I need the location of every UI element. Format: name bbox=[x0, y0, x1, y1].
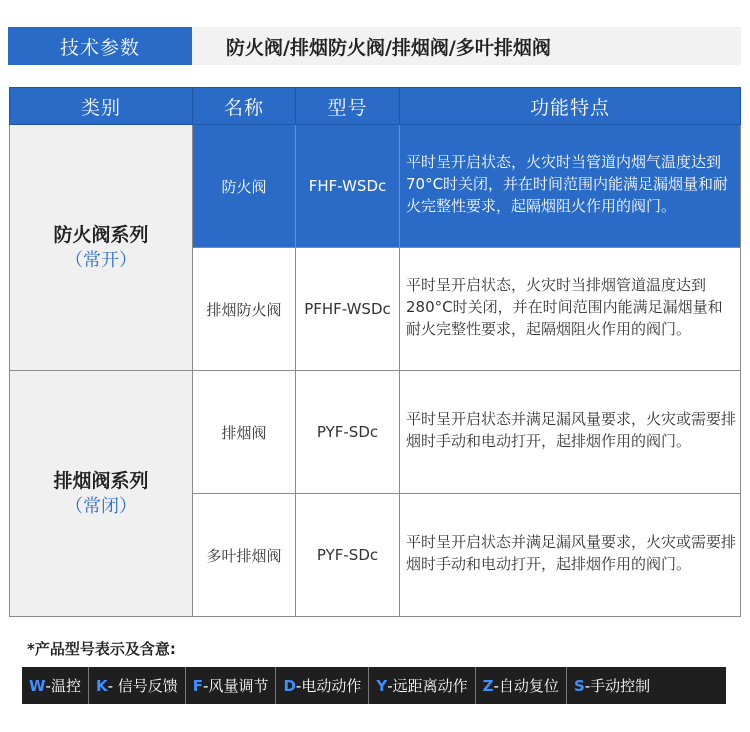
category-state: （常开） bbox=[65, 249, 137, 271]
legend-text: - 信号反馈 bbox=[107, 677, 178, 695]
column-header-name: 名称 bbox=[193, 88, 296, 125]
product-name: 多叶排烟阀 bbox=[193, 494, 296, 617]
header-title: 防火阀/排烟防火阀/排烟阀/多叶排烟阀 bbox=[226, 36, 551, 59]
product-name: 防火阀 bbox=[193, 125, 296, 248]
product-description: 平时呈开启状态，火灾时当管道内烟气温度达到70°C时关闭，并在时间范围内能满足漏烟量和耐火完整性要求，起隔烟阻火作用的阀门。 bbox=[400, 125, 741, 248]
legend-text: -温控 bbox=[45, 677, 81, 695]
category-cell bbox=[10, 125, 193, 371]
product-description: 平时呈开启状态并满足漏风量要求，火灾或需要排烟时手动和电动打开，起排烟作用的阀门。 bbox=[400, 494, 741, 617]
legend-item bbox=[185, 667, 276, 704]
product-model: PFHF-WSDc bbox=[296, 248, 400, 371]
legend-letter: Y bbox=[376, 676, 388, 695]
column-header-features: 功能特点 bbox=[400, 88, 741, 125]
legend-text: -手动控制 bbox=[584, 677, 651, 695]
legend-text: -电动动作 bbox=[295, 677, 362, 695]
model-legend bbox=[22, 667, 726, 704]
legend-letter: F bbox=[192, 676, 204, 695]
product-model: PYF-SDc bbox=[296, 371, 400, 494]
table-row bbox=[10, 125, 741, 248]
category-state: （常闭） bbox=[65, 495, 137, 517]
product-name: 排烟阀 bbox=[193, 371, 296, 494]
product-model: PYF-SDc bbox=[296, 494, 400, 617]
legend-letter: S bbox=[573, 676, 585, 695]
product-description: 平时呈开启状态，火灾时当排烟管道温度达到280°C时关闭，并在时间范围内能满足漏烟量和耐火完整性要求，起隔烟阻火作用的阀门。 bbox=[400, 248, 741, 371]
column-header-category: 类别 bbox=[10, 88, 193, 125]
legend-letter: D bbox=[283, 676, 296, 695]
legend-item bbox=[566, 667, 657, 704]
legend-letter: W bbox=[29, 676, 46, 695]
column-header-model: 型号 bbox=[296, 88, 400, 125]
category-name: 排烟阀系列 bbox=[53, 469, 149, 492]
legend-text: -远距离动作 bbox=[387, 677, 468, 695]
legend-text: -自动复位 bbox=[493, 677, 559, 695]
category-cell bbox=[10, 371, 193, 617]
legend-text: -风量调节 bbox=[203, 677, 269, 695]
legend-letter: K bbox=[95, 676, 108, 695]
model-note: *产品型号表示及含意: bbox=[27, 640, 176, 658]
category-name: 防火阀系列 bbox=[53, 223, 149, 246]
legend-item bbox=[275, 667, 368, 704]
table-header-row bbox=[10, 88, 741, 125]
table-row bbox=[10, 371, 741, 494]
header-tag: 技术参数 bbox=[8, 27, 192, 65]
product-description: 平时呈开启状态并满足漏风量要求，火灾或需要排烟时手动和电动打开，起排烟作用的阀门。 bbox=[400, 371, 741, 494]
spec-table bbox=[9, 87, 741, 617]
legend-item bbox=[475, 667, 566, 704]
legend-item bbox=[22, 667, 88, 704]
legend-item bbox=[368, 667, 474, 704]
legend-letter: Z bbox=[482, 676, 494, 695]
legend-item bbox=[88, 667, 185, 704]
product-name: 排烟防火阀 bbox=[193, 248, 296, 371]
product-model: FHF-WSDc bbox=[296, 125, 400, 248]
